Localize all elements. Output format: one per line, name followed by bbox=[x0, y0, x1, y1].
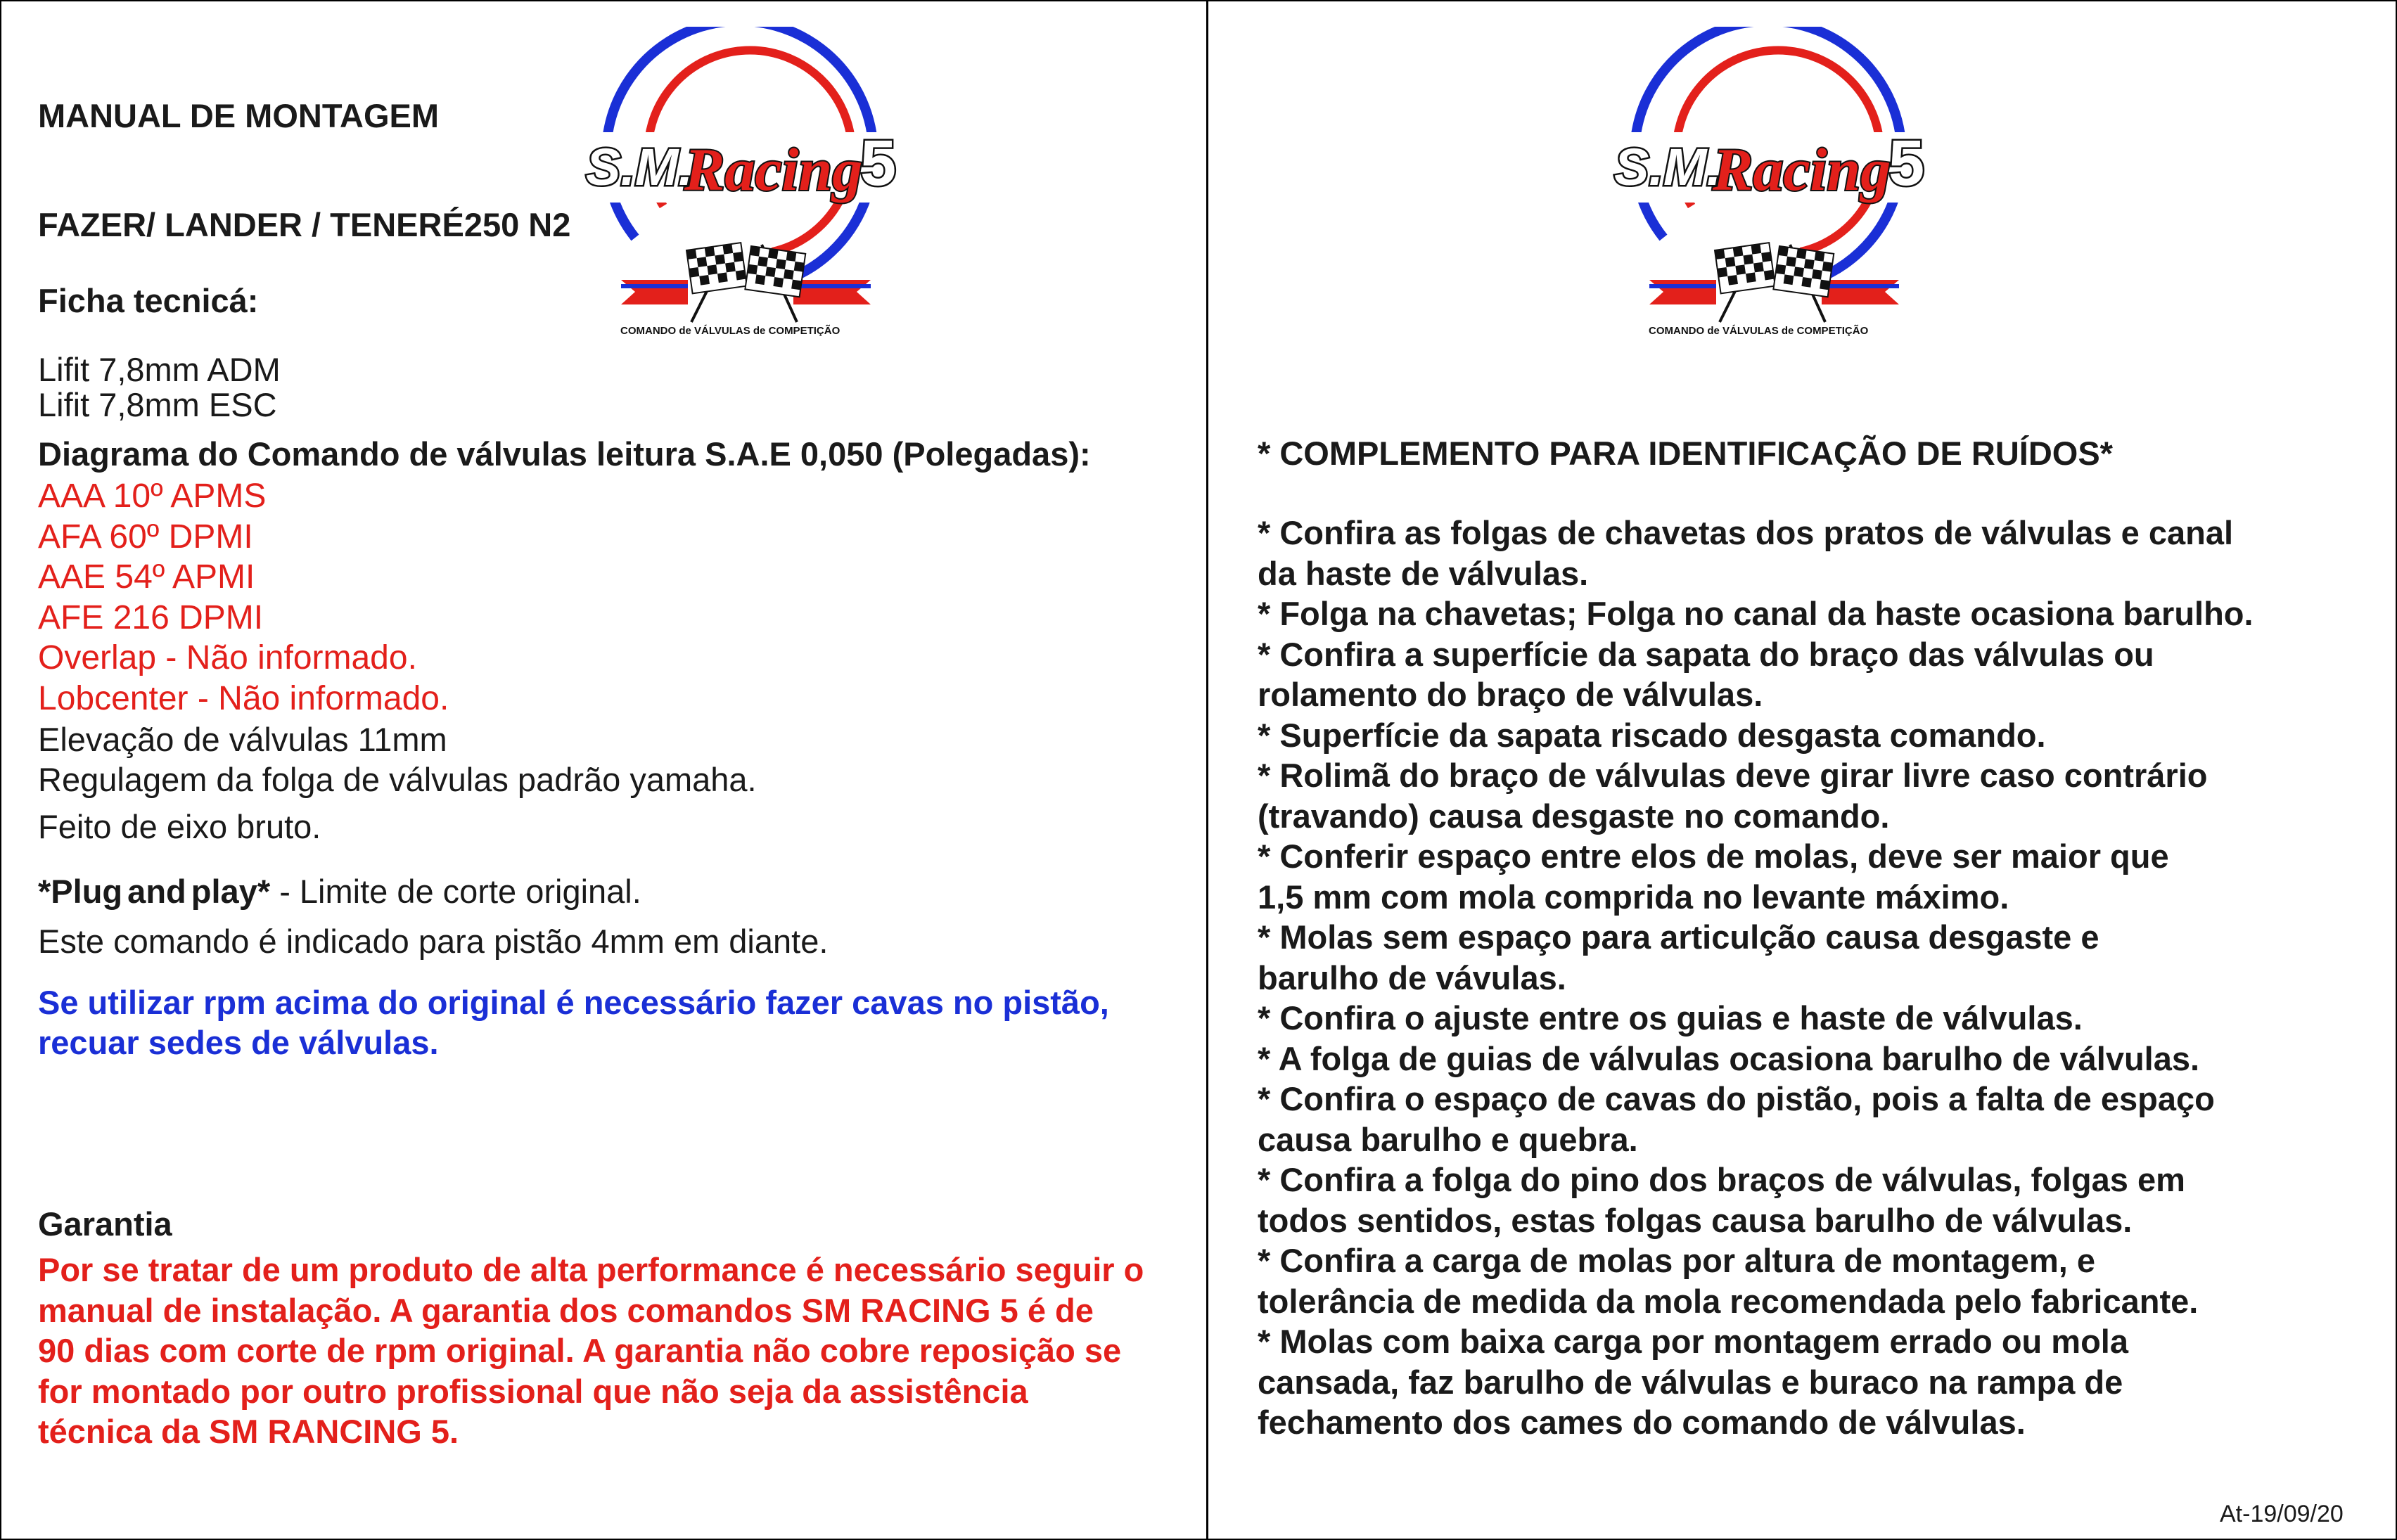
complement-line: * Confira as folgas de chavetas dos pratos de válvulas e canal bbox=[1258, 514, 2234, 551]
complement-line: (travando) causa desgaste no comando. bbox=[1258, 797, 1890, 835]
diagram-heading: Diagrama do Comando de válvulas leitura S.A.E 0,050 (Polegadas): bbox=[38, 435, 1091, 473]
version-date: At-19/09/20 bbox=[2220, 1501, 2344, 1527]
valve-adjust: Regulagem da folga de válvulas padrão yamaha. bbox=[38, 761, 757, 798]
column-divider bbox=[1206, 0, 1208, 1540]
valve-lift: Elevação de válvulas 11mm bbox=[38, 721, 447, 758]
lift-esc: Lifit 7,8mm ESC bbox=[38, 386, 277, 423]
timing-afe: AFE 216 DPMI bbox=[38, 599, 264, 636]
sm-racing-logo-graphic bbox=[582, 27, 913, 343]
logo-ribbon-stripe bbox=[1822, 284, 1899, 288]
logo-ribbon-right bbox=[793, 280, 871, 304]
complement-line: * Conferir espaço entre elos de molas, deve ser maior que bbox=[1258, 838, 2169, 875]
timing-aae: AAE 54º APMI bbox=[38, 558, 255, 596]
logo-sm-text: S.M. bbox=[1614, 138, 1722, 196]
warranty-heading: Garantia bbox=[38, 1205, 172, 1243]
complement-line: * Confira a carga de molas por altura de montagem, e bbox=[1258, 1242, 2095, 1279]
plug-and-play-line bbox=[38, 872, 641, 911]
complement-line: * Confira a folga do pino dos braços de válvulas, folgas em bbox=[1258, 1161, 2185, 1198]
checkered-flags-icon bbox=[686, 243, 805, 322]
complement-line: tolerância de medida da mola recomendada pelo fabricante. bbox=[1258, 1282, 2199, 1320]
complement-line: * Molas com baixa carga por montagem errado ou mola bbox=[1258, 1323, 2128, 1360]
manual-title: MANUAL DE MONTAGEM bbox=[38, 97, 440, 134]
complement-line: da haste de válvulas. bbox=[1258, 554, 1589, 592]
logo-ribbon-left bbox=[1649, 280, 1716, 304]
lift-adm: Lifit 7,8mm ADM bbox=[38, 351, 281, 388]
timing-afa: AFA 60º DPMI bbox=[38, 518, 253, 556]
complement-line: * Confira o espaço de cavas do pistão, pois a falta de espaço bbox=[1258, 1080, 2215, 1117]
complement-line: todos sentidos, estas folgas causa barulho de válvulas. bbox=[1258, 1201, 2133, 1239]
logo-caption: COMANDO de VÁLVULAS de COMPETIÇÃO bbox=[1649, 325, 1869, 337]
checkered-flags-icon bbox=[1715, 243, 1834, 322]
warranty-line: manual de instalação. A garantia dos comandos SM RACING 5 é de bbox=[38, 1291, 1094, 1329]
warranty-line: for montado por outro profissional que não seja da assistência bbox=[38, 1372, 1028, 1410]
logo-ribbon-stripe bbox=[621, 284, 688, 288]
logo-racing-text: Racing bbox=[1713, 136, 1891, 203]
model-title: FAZER/ LANDER / TENERÉ250 N2 bbox=[38, 206, 571, 243]
logo-number-5: 5 bbox=[1888, 127, 1925, 199]
logo-ribbon-right bbox=[1822, 280, 1899, 304]
sm-racing-logo-graphic bbox=[1611, 27, 1941, 343]
timing-aaa: AAA 10º APMS bbox=[38, 477, 267, 515]
logo-ribbon-left bbox=[621, 280, 688, 304]
complement-line: * Rolimã do braço de válvulas deve girar livre caso contrário bbox=[1258, 757, 2208, 794]
complement-line: 1,5 mm com mola comprida no levante máximo. bbox=[1258, 878, 2009, 916]
complement-line: fechamento dos cames do comando de válvulas. bbox=[1258, 1404, 2026, 1441]
warranty-line: 90 dias com corte de rpm original. A garantia não cobre reposição se bbox=[38, 1332, 1122, 1369]
complement-line: * Confira o ajuste entre os guias e haste de válvulas. bbox=[1258, 999, 2083, 1037]
complement-line: * Folga na chavetas; Folga no canal da haste ocasiona barulho. bbox=[1258, 595, 2254, 632]
rpm-warning-line-2: recuar sedes de válvulas. bbox=[38, 1024, 439, 1061]
made-from: Feito de eixo bruto. bbox=[38, 808, 321, 845]
logo-ribbon-stripe bbox=[793, 284, 871, 288]
complement-line: barulho de vávulas. bbox=[1258, 958, 1566, 996]
complement-line: * A folga de guias de válvulas ocasiona barulho de válvulas. bbox=[1258, 1039, 2200, 1077]
complement-line: causa barulho e quebra. bbox=[1258, 1120, 1638, 1158]
complement-list bbox=[1258, 513, 2254, 1443]
timing-overlap: Overlap - Não informado. bbox=[38, 639, 417, 676]
warranty-text bbox=[38, 1250, 1144, 1452]
logo-ribbon-stripe bbox=[1649, 284, 1716, 288]
timing-lobcenter: Lobcenter - Não informado. bbox=[38, 680, 449, 717]
complement-line: * Molas sem espaço para articulção causa desgaste e bbox=[1258, 918, 2099, 956]
logo-caption: COMANDO de VÁLVULAS de COMPETIÇÃO bbox=[620, 325, 840, 337]
complement-line: rolamento do braço de válvulas. bbox=[1258, 676, 1763, 713]
warranty-line: Por se tratar de um produto de alta performance é necessário seguir o bbox=[38, 1251, 1144, 1288]
complement-line: * Superfície da sapata riscado desgasta comando. bbox=[1258, 716, 2046, 754]
complement-heading: * COMPLEMENTO PARA IDENTIFICAÇÃO DE RUÍDOS* bbox=[1258, 435, 2113, 472]
sm-racing-logo bbox=[582, 27, 913, 343]
plug-and-play-label: *Plug and play* bbox=[38, 873, 271, 910]
complement-line: * Confira a superfície da sapata do braço das válvulas ou bbox=[1258, 635, 2154, 673]
logo-number-5: 5 bbox=[860, 127, 897, 199]
warranty-line: técnica da SM RANCING 5. bbox=[38, 1413, 459, 1450]
plug-and-play-detail: - Limite de corte original. bbox=[270, 873, 641, 910]
complement-line: cansada, faz barulho de válvulas e buraco na rampa de bbox=[1258, 1363, 2123, 1401]
rpm-warning-line-1: Se utilizar rpm acima do original é necessário fazer cavas no pistão, bbox=[38, 984, 1109, 1021]
piston-note: Este comando é indicado para pistão 4mm em diante. bbox=[38, 923, 829, 960]
spec-heading: Ficha tecnicá: bbox=[38, 282, 259, 319]
sm-racing-logo-right bbox=[1611, 27, 1941, 343]
logo-racing-text: Racing bbox=[684, 136, 863, 203]
logo-sm-text: S.M. bbox=[586, 138, 693, 196]
